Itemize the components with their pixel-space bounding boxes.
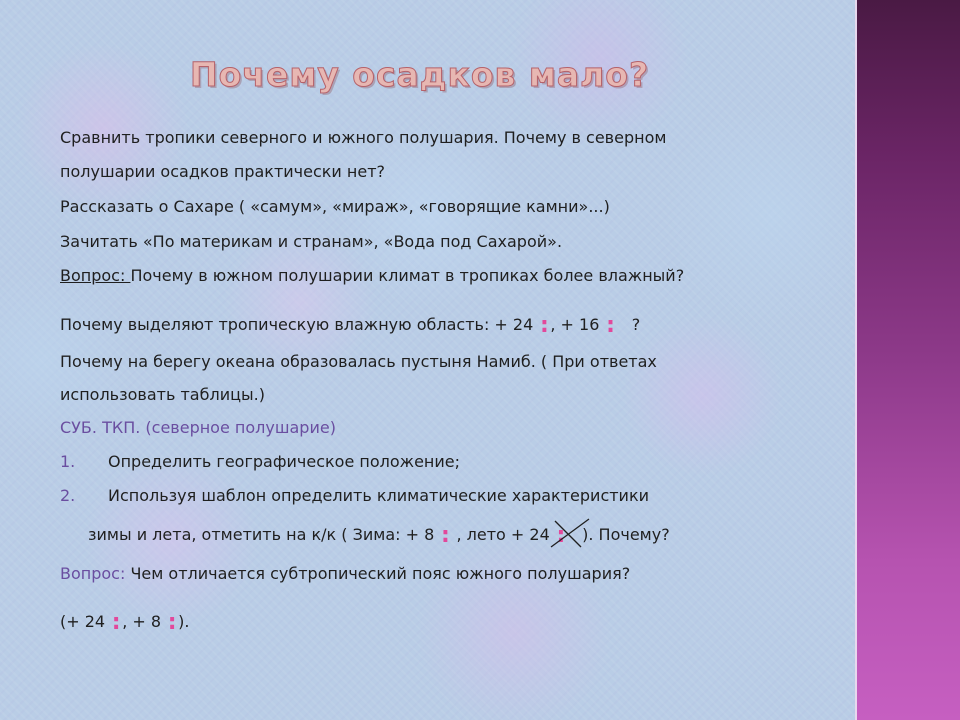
section-heading: СУБ. ТКП. (северное полушарие) — [60, 418, 336, 437]
text-segment: зимы и лета, отметить на к/к ( Зима: + 8 — [88, 525, 435, 544]
text-line-8: использовать таблицы.) — [60, 385, 265, 404]
text-line-1: Сравнить тропики северного и южного полушария. Почему в северном — [60, 128, 667, 147]
text-line-3: Рассказать о Сахаре ( «самум», «мираж», «говорящие камни»...) — [60, 197, 610, 216]
text-segment: ? — [631, 315, 641, 334]
text-line-2: полушарии осадков практически нет? — [60, 162, 386, 181]
list-item-text: Используя шаблон определить климатические характеристики — [108, 486, 650, 505]
text-line-12 — [88, 523, 670, 548]
text-segment: ). Почему? — [582, 525, 670, 544]
list-item-2 — [60, 486, 650, 505]
strike-icon — [549, 515, 591, 551]
text-segment: , лето + 24 — [456, 525, 550, 544]
degree-symbol: : — [440, 523, 450, 548]
degree-symbol: : — [111, 610, 121, 635]
decorative-sidebar — [857, 0, 960, 720]
degree-symbol: : — [606, 313, 615, 338]
degree-symbol: : — [539, 313, 549, 338]
degree-symbol: : — [167, 610, 177, 635]
question-text: Почему в южном полушарии климат в тропиках более влажный? — [130, 266, 685, 285]
list-item-1 — [60, 452, 460, 471]
question-label: Вопрос: — [60, 564, 126, 583]
text-segment: , + 16 — [550, 315, 600, 334]
question-line-2 — [60, 564, 630, 583]
text-segment: Почему выделяют тропическую влажную область: + 24 — [60, 315, 534, 334]
list-number: 2. — [60, 486, 76, 505]
text-line-6 — [60, 313, 641, 338]
crossed-degree-symbol — [555, 523, 567, 548]
text-segment: , + 8 — [122, 612, 162, 631]
text-line-14 — [60, 610, 190, 635]
question-text: Чем отличается субтропический пояс южного полушария? — [125, 564, 631, 583]
list-item-text: Определить географическое положение; — [108, 452, 460, 471]
question-label: Вопрос: — [60, 266, 131, 285]
degree-symbol: : — [556, 523, 566, 548]
list-number: 1. — [60, 452, 76, 471]
text-line-4: Зачитать «По материкам и странам», «Вода под Сахарой». — [60, 232, 563, 251]
question-line-1 — [60, 266, 684, 285]
text-segment: ). — [178, 612, 190, 631]
text-line-7: Почему на берегу океана образовалась пустыня Намиб. ( При ответах — [60, 352, 657, 371]
slide-title: Почему осадков мало? — [190, 55, 650, 94]
text-segment: (+ 24 — [60, 612, 106, 631]
